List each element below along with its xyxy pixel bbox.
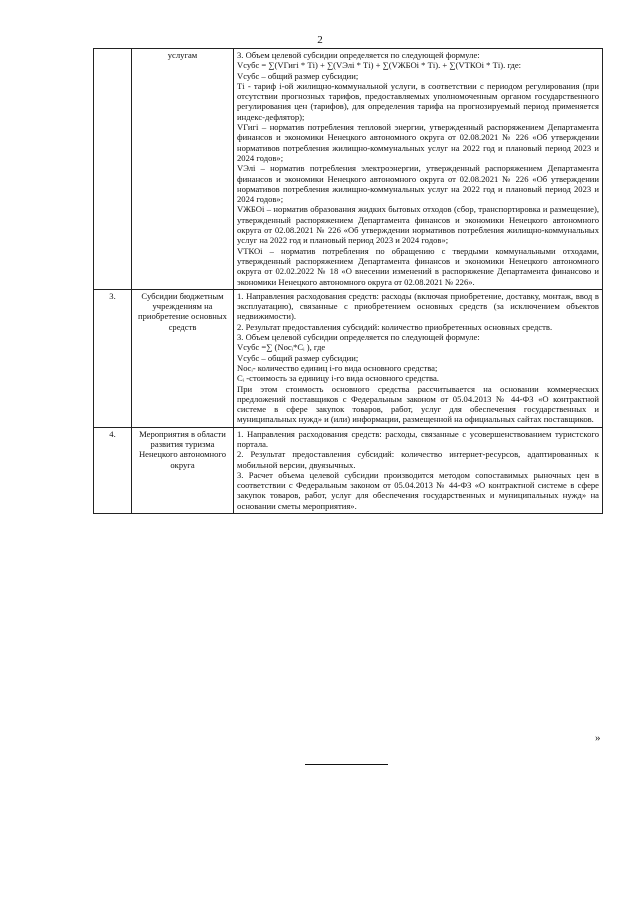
condition-paragraph: 3. Объем целевой субсидии определяется по следующей формуле: (237, 332, 480, 343)
table-row (94, 427, 603, 513)
row-activity-name: Мероприятия в области развития туризма Ненецкого автономного округа (132, 427, 234, 513)
row-activity-name: Субсидии бюджетным учреждениям на приобретение основных средств (132, 289, 234, 427)
condition-paragraph: VЖБОi – норматив образования жидких бытовых отходов (сбор, транспортировка и размещение), утвержденный распоряжением Департамента финансов и экономики Ненецкого автономного округа от 02.08.2021 № 226 «Об утверждении нормативов потребления жилищно-коммунальных услуг на 2022 год и плановый период 2023 и 2024 годов»; (237, 204, 599, 246)
condition-paragraph: VТКОi – норматив потребления по обращению с твердыми коммунальными отходами, утвержденный распоряжением Департамента финансов и экономики Ненецкого автономного округа от 02.02.2022 № 18 «О внесении изменений в распоряжение Департамента финансово и экономики Ненецкого автономного округа от 02.08.2021 № 226». (237, 245, 599, 287)
row-conditions (234, 427, 603, 513)
condition-paragraph: Vсубс = ∑(VГигi * Тi) + ∑(VЭлi * Тi) + ∑(VЖБОi * Тi). + ∑(VТКОi * Тi). где: (237, 60, 522, 71)
condition-paragraph: 1. Направления расходования средств: расходы (включая приобретение, доставку, монтаж, ввод в эксплуатацию), связанные с приобретением основных средств (за исключением объектов недвижимости). (237, 290, 599, 322)
signature-line (305, 764, 388, 765)
page-number: 2 (317, 34, 323, 46)
condition-paragraph: 2. Результат предоставления субсидий: количество интернет-ресурсов, адаптированных к мобильной версии, двуязычных. (237, 449, 599, 470)
row-conditions (234, 49, 603, 290)
condition-paragraph: Vсубс – общий размер субсидии; (237, 352, 359, 363)
condition-paragraph: 3. Расчет объема целевой субсидии производится методом сопоставимых рыночных цен в соответствии с Федеральным законом от 05.04.2013 № 44-ФЗ «О контрактной системе в сфере закупок товаров, работ, услуг для обеспечения государственных и муниципальных нужд» на основании сметы мероприятия». (237, 469, 599, 511)
subsidy-table (93, 48, 603, 514)
condition-paragraph: Vсубс – общий размер субсидии; (237, 70, 359, 81)
condition-paragraph: 1. Направления расходования средств: расходы, связанные с усовершенствованием туристского портала. (237, 428, 599, 449)
condition-paragraph: 2. Результат предоставления субсидий: количество приобретенных основных средств. (237, 321, 553, 332)
row-conditions (234, 289, 603, 427)
closing-quote: » (595, 732, 601, 744)
row-number: 3. (94, 289, 132, 427)
condition-paragraph: Тi - тариф i-ой жилищно-коммунальной услуги, в соответствии с периодом регулирования (при отсутствии прогнозных тарифов, предоставляемых уполномоченным органом государственного регулирования цен (тарифов), для определения тарифа на прогнозируемый период применяется индекс-дефлятор); (237, 80, 599, 122)
condition-paragraph: VЭлi – норматив потребления электроэнергии, утвержденный распоряжением Департамента финансов и экономики Ненецкого автономного округа от 02.08.2021 № 226 «Об утверждении нормативов потребления жилищно-коммунальных услуг на 2022 год и плановый период 2023 и 2024 годов»; (237, 163, 599, 205)
row-number (94, 49, 132, 290)
table-row (94, 49, 603, 290)
row-activity-name: услугам (132, 49, 234, 290)
table-row (94, 289, 603, 427)
condition-paragraph: Vсубс =∑ (Nocᵢ*Cᵢ ), где (237, 342, 326, 353)
condition-paragraph: Cᵢ -стоимость за единицу i-го вида основного средства. (237, 373, 439, 384)
condition-paragraph: Nocᵢ- количество единиц i-го вида основного средства; (237, 362, 438, 373)
condition-paragraph: VГигi – норматив потребления тепловой энергии, утвержденный распоряжением Департамента финансов и экономики Ненецкого автономного округа от 02.08.2021 № 226 «Об утверждении нормативов потребления жилищно-коммунальных услуг на 2022 год и плановый период 2023 и 2024 годов»; (237, 122, 599, 163)
condition-paragraph: 3. Объем целевой субсидии определяется по следующей формуле: (237, 50, 480, 60)
condition-paragraph: При этом стоимость основного средства рассчитывается на основании коммерческих предложений поставщиков с Федеральным законом от 05.04.2013 № 44-ФЗ «О контрактной системе в сфере закупок товаров, работ, услуг для обеспечения государственных и муниципальных нужд» и (или) информации, размещенной на официальных сайтах поставщиков. (237, 383, 599, 425)
row-number: 4. (94, 427, 132, 513)
